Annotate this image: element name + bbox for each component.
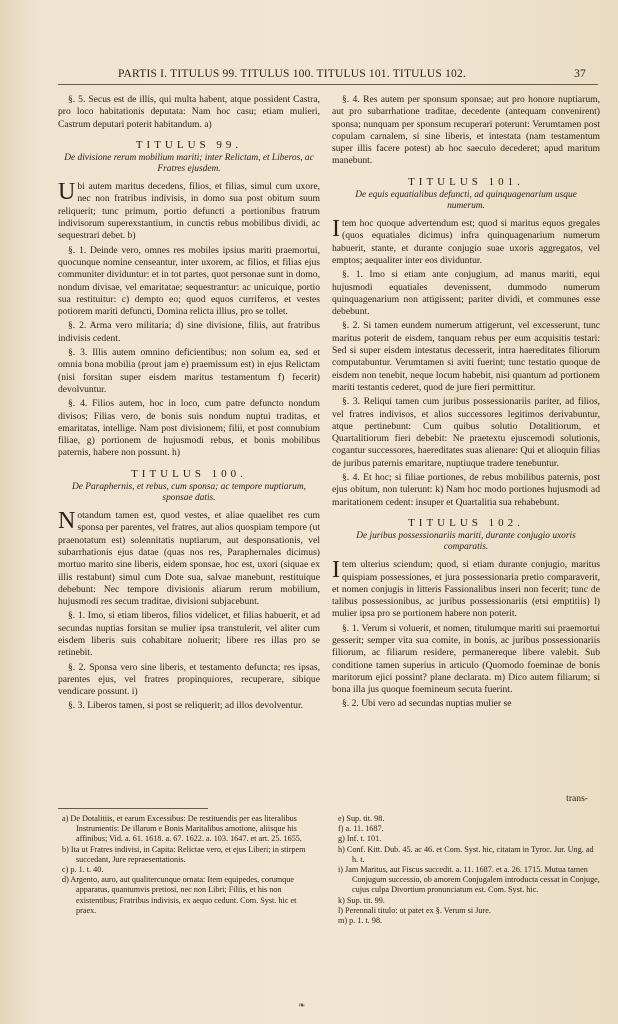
paragraph: §. 1. Imo, si etiam liberos, filios videlicet, et filias habuerit, et ad secundas nuptias forsitan se mulier ipsa transtulerit, vel aliter cum eisdem liberis suis cohabitare noluerit; libere res illas pro se retinebit. (58, 610, 320, 659)
footnote: m) p. 1. t. 98. (338, 916, 383, 926)
title-99-heading: TITULUS 99. (135, 138, 243, 151)
title-101-subheading: De equis equatialibus defuncti, ad quinquagenarium usque numerum. (355, 190, 577, 212)
footnote: a) De Dotalitiis, et earum Excessibus: De restituendis per eas literalibus Instrumentis: De illarum e Bonis Maritalibus amotione, aliisque his affinibus; Vid. a. 61. 1618. a. 67. 1622. a. 103. 1647. et art. 25. 1655. (62, 814, 302, 844)
drop-cap: N (58, 508, 76, 535)
paragraph: §. 4. Filios autem, hoc in loco, cum patre defuncto nondum divisos; Filias vero, de bonis suis nondum nuptui traditas, et emaritatas, intellige. Nam post divisionem; filii, et post connubium filiae, g) portionem de hujusmodi rebus, et bonis mobilibus paternis, habere non possunt. h) (58, 398, 320, 459)
paragraph: Notandum tamen est, quod vestes, et aliae quaelibet res cum sponsa per parentes, vel fratres, aut alios quospiam tempore (ut praenotatum est) solennitatis nuptiarum, aut desponsationis, vel subarrhationis ejus datae (quas nos res, Paraphernales dicimus) mortuo marito sine liberis, eidem sponsae, hoc est, uxori (siquae ex illis restabunt) simul cum Dote sua, salvae manebunt, restituique debebunt: Nec tempore divisionis aliarum rerum mobilium, hujusmodi res secum traditae, divisioni subjacebunt. (58, 508, 320, 608)
paragraph: §. 2. Ubi vero ad secundas nuptias mulier se (342, 698, 512, 710)
footnote-rule (58, 808, 208, 809)
footnote: c) p. 1. t. 40. (62, 865, 104, 875)
running-head (118, 68, 598, 80)
paragraph: §. 4. Res autem per sponsum sponsae; aut pro honore nuptiarum, aut pro subarrhatione traditae, decedente (antequam convenirent) sponsa; nunquam per sponsum recuperari poterunt: Verumtamen post copulam carnalem, si sine liberis, et intestata (nam testamentum super illis facere potest) ab hoc saeculo decederet; apud maritum manebunt. (332, 94, 600, 167)
paragraph: §. 2. Arma vero militaria; d) sine divisione, filiis, aut fratribus indivisis cedent. (58, 320, 320, 344)
paragraph: §. 2. Sponsa vero sine liberis, et testamento defuncta; res ipsas, parentes ejus, vel fratres propinquiores, recuperare, sibique vendicare possunt. i) (58, 661, 320, 698)
title-100-subheading: De Paraphernis, et rebus, cum sponsa; ac tempore nuptiarum, sponsae datis. (72, 482, 306, 504)
ornament-icon: ❧ (298, 1000, 306, 1010)
paragraph: §. 4. Et hoc; si filiae portiones, de rebus mobilibus paternis, post ejus obitum, non tulerunt: k) Nam hoc modo portiones hujusmodi ad maritationem cedent: insuper et Quartalitia sua rehabebunt. (332, 472, 600, 508)
footnotes-right (338, 814, 600, 926)
paragraph: §. 1. Imo si etiam ante conjugium, ad manus mariti, equi hujusmodi equatiales devenissent, dummodo numerum quinquagenarium non attigissent; pariter dividi, et communes esse debebunt. (332, 269, 600, 318)
footnote: h) Conf. Kitt. Dub. 45. ac 46. et Com. Syst. hic, citatam in Tyroc. Jur. Ung. ad h. t. (338, 844, 594, 864)
title-101-heading: TITULUS 101. (408, 175, 524, 188)
paragraph: Ubi autem maritus decedens, filios, et filias, simul cum uxore, nec non fratribus indivisis, in domo sua post obitum suum reliquerit; tunc primum, portio defuncti a portionibus fratrum indivisorum superexstantium, in cunctis rebus mobilibus dividi, ac sequestrari debet. b) (58, 179, 320, 242)
title-99-subheading: De divisione rerum mobilium mariti; inter Relictam, et Liberos, ac Fratres ejusdem. (64, 153, 314, 175)
page-number: 37 (574, 68, 586, 80)
footnote: d) Argento, auro, aut qualitercunque ornata: Item equipedes, corumque apparatus, quantumvis pretiosi, nec non Libri; Filiis, et his non existentibus; Fratribus indivisis, ex aequo cedunt. Com. Syst. hic et praex. (62, 875, 297, 915)
header-rule (58, 84, 598, 85)
catchword: trans- (566, 793, 588, 804)
paragraph: §. 2. Si tamen eundem numerum attigerunt, vel excesserunt, tunc maritus poterit de eisdem, tanquam rebus per eum acquisitis testari: Sed si super eisdem intestatus decesserit, intra haereditates filiorum computabuntur. Verumtamen si aviti fuerint; tunc testatio quoque de eisdem non tenebit, neque locum habebit, nisi quantum ad portionem mariti testantis cederet, quod de jure fieri permittitur. (332, 320, 600, 393)
footnote: f) a. 11. 1687. (338, 824, 384, 834)
title-102-heading: TITULUS 102. (408, 516, 524, 529)
paragraph: §. 5. Secus est de illis, qui multa habent, atque possident Castra, pro loco habitationis deputata: Nam hoc casu; etiam mulieri, Castrum deputari poterit habitandum. a) (58, 94, 320, 130)
paragraph: §. 1. Verum si voluerit, et nomen, titulumque mariti sui praemortui gesserit; semper vita sua comite, in bonis, ac juribus possessionariis filiorum, ac filiarum residere, permanereque libere valebit. Sub conditione tamen superius in articulo (Quomodo foeminae de bonis maritorum ejici possint? plane declarata. m) Dico autem filiarum; si bona illa jus quoque foemineum secuta fuerint. (332, 622, 600, 696)
footnote: g) Inf. t. 101. (338, 834, 382, 844)
paragraph: §. 3. Reliqui tamen cum juribus possessionariis pariter, ad filios, vel fratres indivisos, et alios successores legitimos derivabuntur, atque pertinebunt: Cum quibus solutio Dotalitiorum, et Quartalitiorum fieri debebit: Ne praetextu ejuscemodi solutionis, cogantur successores, haereditates suas alienare: Qui et alioquin filias de juribus paternis emaritare, nuptiuque tradere tenebuntur. (332, 396, 600, 469)
left-column (58, 94, 320, 715)
running-head-text: PARTIS I. TITULUS 99. TITULUS 100. TITULUS 101. TITULUS 102. (118, 68, 467, 80)
footnote: i) Jam Maritus, aut Fiscus succedit. a. 11. 1687. et a. 26. 1715. Mutua tamen Conjugum successio, ob amorem Conjugalem introducta cessat in Conjuge, cujus culpa Divortium pronunciatum est. Com. Syst. hic. (338, 865, 600, 895)
footnote: b) Ita ut Fratres indivisi, in Capita: Relictae vero, et ejus Liberi; in stirpem succedant, Jure repraesentationis. (62, 844, 306, 864)
paragraph: Item hoc quoque advertendum est; quod si maritus equos gregales (quos equatiales dicimus) infra quinquagenarium numerum habuerit, stante, et durante conjugio suae uxoris aggregatos, vel emptos; aequaliter inter eos dividuntur. (332, 216, 600, 266)
paragraph: §. 3. Liberos tamen, si post se reliquerit; ad illos devolventur. (68, 700, 304, 712)
footnote: e) Sup. tit. 98. (338, 814, 385, 823)
drop-cap: I (332, 216, 340, 243)
paragraph: §. 1. Deinde vero, omnes res mobiles ipsius mariti praemortui, quocunque nomine censeantur, inter uxorem, ac filios, et filias ejus communiter dividuntur: et in tot partes, quot personae sunt in domo, nondum divisae, vel emaritatae; sequestrantur: ac unicuique, portio sua restituitur: c) dempto eo; quod equos curriferos, et vestes potiorem mariti defuncti, Domina relicta illius, pro se tollet. (58, 244, 320, 318)
footnotes-left (62, 814, 318, 916)
title-102-subheading: De juribus possessionariis mariti, durante conjugio uxoris comparatis. (356, 531, 576, 553)
drop-cap: U (58, 179, 76, 206)
right-column (332, 94, 600, 713)
footnote: l) Perennali titulo: ut patet ex §. Verum si Jure. (338, 905, 491, 915)
footnote: k) Sup. tit. 99. (338, 895, 385, 905)
drop-cap: I (332, 557, 340, 584)
title-100-heading: TITULUS 100. (131, 467, 247, 480)
paragraph: Item ulterius sciendum; quod, si etiam durante conjugio, maritus quispiam possessiones, et jura possessionaria pretio comparaverit, et nomen conjugis in litteris Fassionalibus inseri non fecerit; tunc de talibus possessionibus, ac juribus possessionariis (etsi emptitiis) l) mulier ipsa pro se portionem habere non poterit. (332, 557, 600, 620)
paragraph: §. 3. Illis autem omnino deficientibus; non solum ea, sed et omnia bona mobilia (prout jam e) praemissum est) in ejus Relictam (nisi forsitan super eisdem maritus testamentum f) fecerit) devolvuntur. (58, 347, 320, 395)
